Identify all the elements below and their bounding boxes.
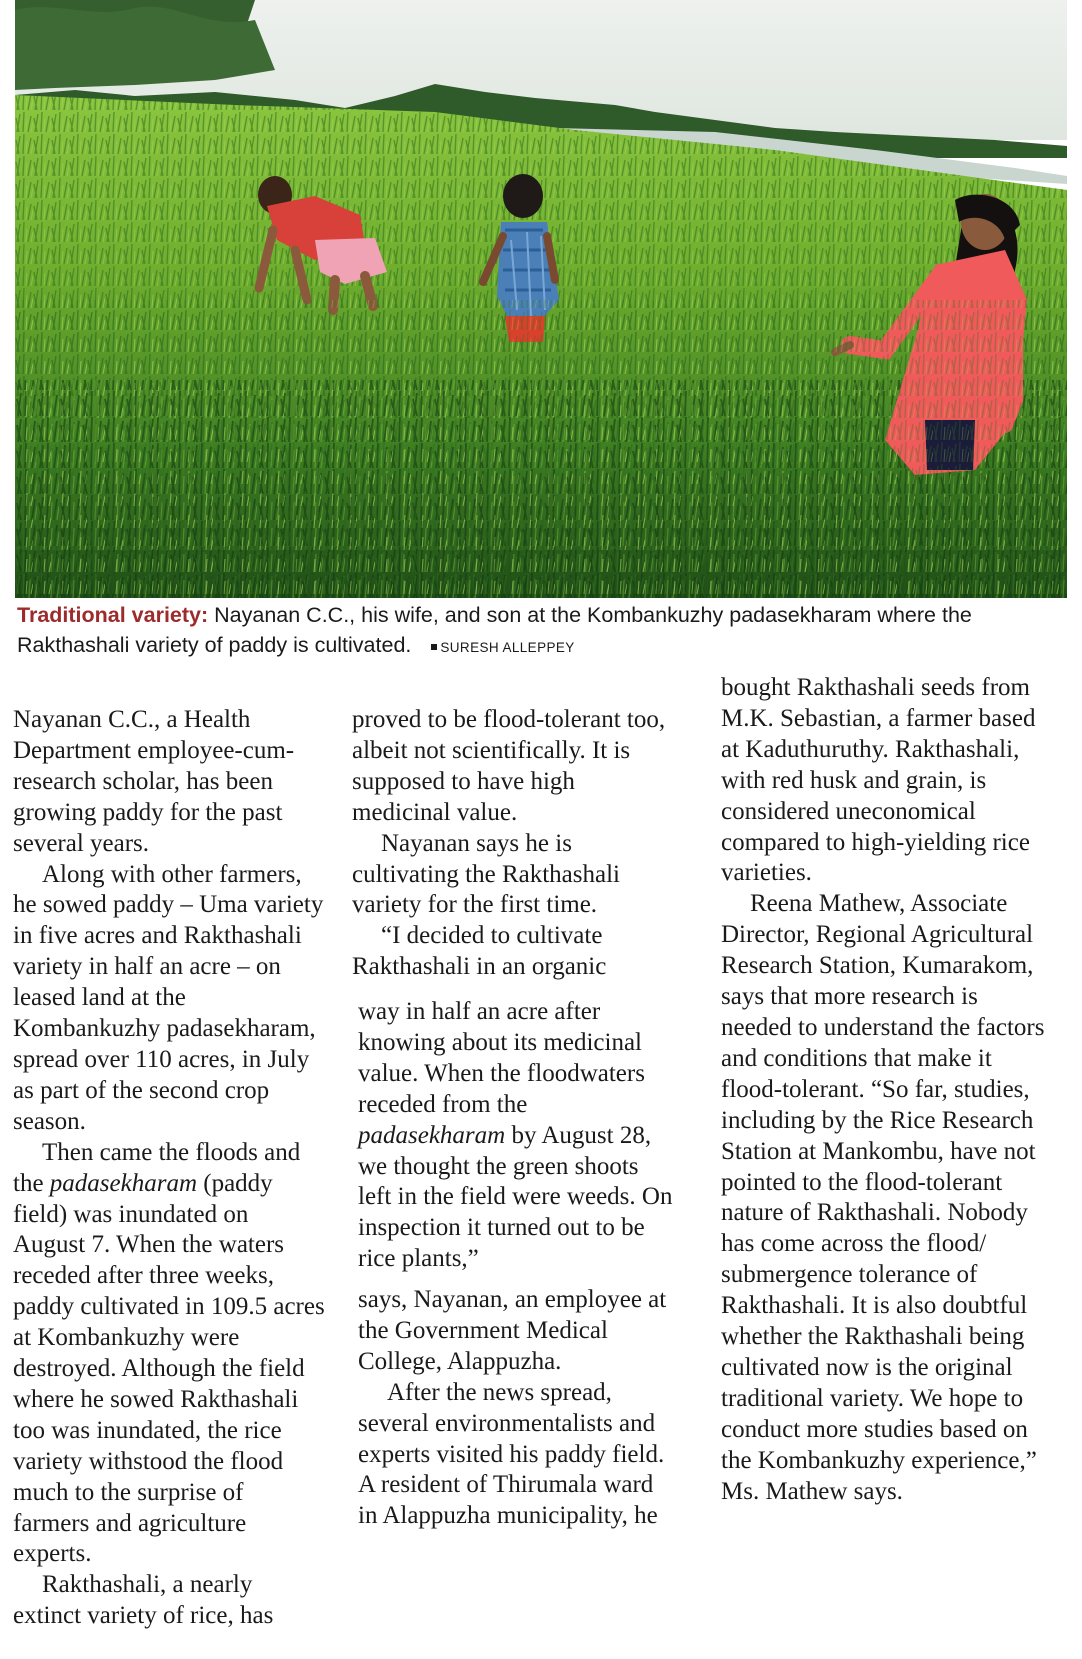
col2-paragraph-5: says, Nayanan, an employee at the Government Medical College, Alappuzha. [358, 1286, 667, 1375]
col2-paragraph-1: proved to be flood-tolerant too, albeit not scientifically. It is supposed to have high medicinal value. [352, 706, 666, 826]
col2-p4-text-b: by August 28, we thought the green shoots left in the field were weeds. On inspection it turned out to be rice plants,” [358, 1121, 673, 1273]
col1-p3-text-a: Then came the floods and the [13, 1138, 301, 1197]
article-photo [15, 0, 1067, 598]
caption-text: Nayanan C.C., his wife, and son at the Kombankuzhy padasekharam where the Rakthashali variety of paddy is cultivated. [17, 603, 972, 657]
col3-paragraph-1: bought Rakthashali seeds from M.K. Sebastian, a farmer based at Kaduthuruthy. Rakthashali, with red husk and grain, is considered uneconomical compared to high-yielding rice varieties. [721, 674, 1036, 887]
col3-paragraph-2: Reena Mathew, Associate Director, Regional Agricultural Research Station, Kumarakom, says that more research is needed to understand the factors and conditions that make it flood-tolerant. “So far, studies, including by the Rice Research Station at Mankombu, have not pointed to the flood-tolerant nature of Rakthashali. Nobody has come across the flood/ submergence tolerance of Rakthashali. It is also doubtful whether the Rakthashali being cultivated now is the original traditional variety. We hope to conduct more studies based on the Kombankuzhy experience,” Ms. Mathew says. [721, 890, 1045, 1505]
col1-p3-emphasis: padasekharam [49, 1169, 198, 1197]
col2-paragraph-6: After the news spread, several environmentalists and experts visited his paddy field. A resident of Thirumala ward in Alappuzha municipality, he [358, 1378, 665, 1530]
photo-caption [17, 600, 1067, 663]
photo-credit: SURESH ALLEPPEY [431, 640, 574, 655]
paddy-field-photo [15, 0, 1067, 598]
col2-paragraph-3: “I decided to cultivate Rakthashali in an organic [352, 922, 607, 981]
col1-paragraph-3 [13, 1138, 325, 1571]
col2-paragraph-2: Nayanan says he is cultivating the Rakthashali variety for the first time. [352, 829, 620, 919]
col1-p3-text-b: (paddy field) was inundated on August 7. When the waters receded after three weeks, paddy cultivated in 109.5 acres at Kombankuzhy were destroyed. Although the field where he sowed Rakthashali too was inundated, the rice variety withstood the flood much to the surprise of farmers and agriculture experts. [13, 1169, 325, 1568]
col1-paragraph-4: Rakthashali, a nearly extinct variety of rice, has [13, 1571, 274, 1630]
col2-p4-text-a: way in half an acre after knowing about its medicinal value. When the floodwaters receded from the [358, 998, 645, 1118]
col2-p4-emphasis: padasekharam [358, 1121, 506, 1149]
col2-paragraph-4 [358, 997, 676, 1275]
caption-label: Traditional variety: [17, 603, 209, 627]
col1-paragraph-1: Nayanan C.C., a Health Department employee-cum-research scholar, has been growing paddy for the past several years. [13, 706, 295, 857]
col1-paragraph-2: Along with other farmers, he sowed paddy – Uma variety in five acres and Rakthashali variety in half an acre – on leased land at the Kombankuzhy padasekharam, spread over 110 acres, in July as part of the second crop season. [13, 860, 324, 1135]
